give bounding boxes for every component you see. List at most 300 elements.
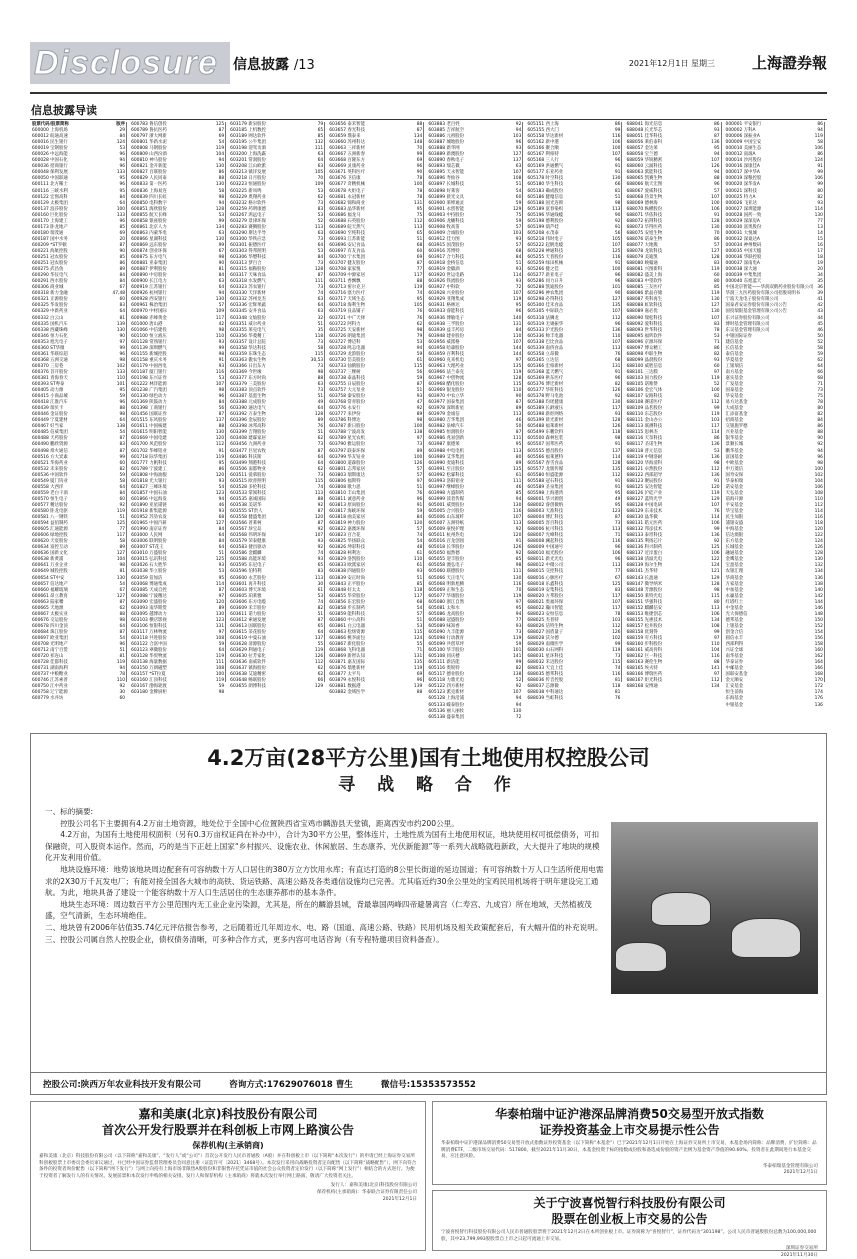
entry-page: 115 bbox=[513, 382, 522, 388]
entry-name: 600485 信威集团 bbox=[32, 430, 68, 436]
ad-body bbox=[45, 806, 605, 945]
entry-name: 光大保德信 bbox=[725, 611, 748, 617]
entry-name: 600376 首开股份 bbox=[32, 369, 68, 375]
entry-name: 605077 华康股份 bbox=[428, 593, 465, 599]
entry-name: 603668 百隆东方 bbox=[329, 158, 365, 164]
entry-name: 603978 深圳新星 bbox=[428, 406, 465, 412]
entry-name: 603629 利通电子 bbox=[230, 648, 266, 654]
entry-name: 603789 星光农机 bbox=[329, 436, 365, 442]
entry-page: 98 bbox=[713, 460, 720, 466]
entry-page: 94 bbox=[119, 666, 126, 672]
entry-page: 114 bbox=[215, 581, 225, 587]
entry-name: 601818 光大银行 bbox=[131, 478, 167, 484]
entry-name: 688121 卓然股份 bbox=[626, 466, 663, 472]
entry-page: 97 bbox=[515, 599, 522, 605]
entry-name: 688108 赛诺医疗 bbox=[626, 400, 663, 406]
entry-name: 605007 五洲特纸 bbox=[428, 521, 465, 527]
entry-name: 600318 新力金融 bbox=[32, 291, 68, 297]
entry-name: 中国北京智能——华润双鹤药业股份有限公司 bbox=[725, 285, 814, 291]
entry-name: 600728 佳都科技 bbox=[32, 660, 68, 666]
entry-page: 95 bbox=[614, 490, 621, 496]
entry-page: 57 bbox=[218, 303, 225, 309]
entry-name: 603987 康德莱 bbox=[428, 442, 460, 448]
entry-page: 124 bbox=[116, 140, 126, 146]
entry-page: 131 bbox=[413, 200, 423, 206]
entry-page: 148 bbox=[413, 140, 423, 146]
entry-name: 601128 常熟银行 bbox=[131, 339, 167, 345]
entry-page: 144 bbox=[513, 351, 522, 357]
entry-page: 96 bbox=[218, 394, 225, 400]
entry-name: 603800 道森股份 bbox=[329, 460, 365, 466]
entry-page: 130 bbox=[215, 182, 225, 188]
entry-page: 91 bbox=[416, 502, 423, 508]
entry-page: 98 bbox=[416, 418, 423, 424]
entry-page: 84 bbox=[119, 279, 126, 285]
entry-name: 鹏华基金 bbox=[725, 448, 744, 454]
entry-page: 73 bbox=[317, 339, 324, 345]
ad-paragraph: 地块生态环境：周边数百平方公里范围内无工业企业污染源，尤其是，所在的麟游县城，背最靠国两峰四帝避暑离宫（仁寿宫、九成宫）所在地域，天然植被茂盛，空气清新，生态环境绝佳。 bbox=[45, 899, 592, 921]
entry-page: 74 bbox=[416, 291, 423, 297]
entry-page: 118 bbox=[814, 521, 823, 527]
entry-page: 59 bbox=[515, 200, 522, 206]
entry-name: 603357 设计总院 bbox=[230, 339, 266, 345]
entry-name: 688015 交控科技 bbox=[527, 569, 564, 575]
entry-name: 603960 克来机电 bbox=[428, 357, 465, 363]
entry-name: 国联安基金 bbox=[725, 672, 748, 678]
entry-page: 119 bbox=[413, 285, 423, 291]
entry-name: 603223 恒通股份 bbox=[230, 182, 266, 188]
entry-page: 59 bbox=[416, 375, 423, 381]
entry-page: 140 bbox=[814, 587, 823, 593]
entry-name: 603579 荣泰健康 bbox=[230, 539, 266, 545]
entry-page: 141 bbox=[513, 654, 522, 660]
entry-name: 688088 虹软科技 bbox=[626, 303, 663, 309]
entry-name: 600887 伊利股份 bbox=[131, 267, 167, 273]
entry-name: 603901 永创智能 bbox=[428, 206, 465, 212]
entry-page: 111 bbox=[513, 436, 522, 442]
entry-name: 603768 常青股份 bbox=[329, 400, 365, 406]
entry-page: 100 bbox=[814, 466, 823, 472]
entry-name: 688151 华强科技 bbox=[626, 599, 663, 605]
entry-page: 98 bbox=[218, 690, 225, 696]
entry-page: 52 bbox=[817, 339, 823, 345]
entry-page: 78 bbox=[416, 176, 423, 182]
entry-name: 600361 华联综超 bbox=[32, 351, 68, 357]
entry-page: 57 bbox=[713, 242, 720, 248]
entry-name: 688126 沪硅产业 bbox=[626, 490, 663, 496]
entry-name: 688068 热景生物 bbox=[626, 194, 663, 200]
entry-name: 688132 邦彦技术 bbox=[626, 527, 663, 533]
entry-name: 603839 安正时尚 bbox=[329, 575, 365, 581]
entry-page: 71 bbox=[713, 339, 720, 345]
entry-page: 59 bbox=[416, 351, 423, 357]
entry-page: 92 bbox=[713, 539, 720, 545]
entry-page: 124 bbox=[711, 563, 720, 569]
entry-page: 120 bbox=[314, 515, 324, 521]
entry-page: 13 bbox=[817, 224, 823, 230]
entry-name: 601718 际华集团 bbox=[131, 454, 167, 460]
entry-name: 银华基金 bbox=[725, 436, 744, 442]
entry-name: 600863 内蒙华电 bbox=[131, 230, 167, 236]
entry-page: 105 bbox=[413, 303, 423, 309]
entry-name: 605398 新炬网络 bbox=[527, 412, 564, 418]
column-divider bbox=[721, 122, 722, 682]
entry-name: 603803 瑞斯康达 bbox=[329, 472, 365, 478]
entry-name: 宝盈基金 bbox=[725, 563, 744, 569]
entry-name: 603195 公牛集团 bbox=[230, 140, 266, 146]
entry-name: 603010 万盛股份 bbox=[131, 551, 167, 557]
entry-name: 600129 太极集团 bbox=[32, 200, 68, 206]
entry-page: 138 bbox=[413, 430, 423, 436]
entry-name: 603833 欧派家居 bbox=[329, 563, 365, 569]
entry-page: 99 bbox=[218, 345, 225, 351]
entry-name: 603117 万林物流 bbox=[131, 629, 167, 635]
entry-page: 76 bbox=[416, 309, 423, 315]
entry-page: 97 bbox=[218, 593, 225, 599]
entry-page: 91 bbox=[515, 539, 522, 545]
entry-name: 603317 天味食品 bbox=[230, 273, 266, 279]
entry-name: 605222 起帆电缆 bbox=[527, 242, 564, 248]
entry-name: 688139 海尔生物 bbox=[626, 563, 663, 569]
entry-page: 118 bbox=[612, 430, 621, 436]
entry-page: 97 bbox=[713, 672, 720, 678]
entry-page: 106 bbox=[711, 611, 720, 617]
entry-name: 603843 正平股份 bbox=[329, 581, 365, 587]
entry-page: 91 bbox=[614, 478, 621, 484]
entry-page: 64 bbox=[218, 545, 225, 551]
entry-name: 600708 光明地产 bbox=[32, 642, 68, 648]
entry-page: 117 bbox=[612, 605, 621, 611]
entry-page: 63 bbox=[317, 309, 324, 315]
entry-name: 688010 福光股份 bbox=[527, 551, 564, 557]
entry-page: 99 bbox=[614, 128, 621, 134]
entry-page: 96 bbox=[614, 158, 621, 164]
entry-page: 67 bbox=[119, 587, 126, 593]
entry-page: 91 bbox=[614, 442, 621, 448]
entry-page: 58 bbox=[119, 539, 126, 545]
entry-page: 56 bbox=[614, 230, 621, 236]
entry-page: 95 bbox=[119, 388, 126, 394]
entry-name: 603986 兆易创新 bbox=[428, 436, 465, 442]
entry-name: 605068 明新旭腾 bbox=[428, 581, 465, 587]
entry-name: 605376 博迁新材 bbox=[527, 382, 564, 388]
entry-name: 600170 上海建工 bbox=[32, 218, 68, 224]
entry-page: 113 bbox=[513, 448, 522, 454]
entry-name: 688077 大地熊 bbox=[626, 242, 658, 248]
entry-page: 73 bbox=[317, 261, 324, 267]
entry-name: 600353 旭光电子 bbox=[32, 339, 68, 345]
entry-name: 605338 巴比食品 bbox=[527, 339, 564, 345]
entry-name: 603903 中持股份 bbox=[428, 212, 465, 218]
index-column bbox=[329, 122, 424, 696]
entry-name: 605218 伟时电子 bbox=[527, 236, 564, 242]
entry-name: 603799 华友钴业 bbox=[329, 454, 365, 460]
entry-name: 600890 中房股份 bbox=[131, 273, 167, 279]
entry-page: 93 bbox=[416, 569, 423, 575]
index-column bbox=[626, 122, 721, 690]
entry-name: 603218 日月股份 bbox=[230, 176, 266, 182]
entry-page: 64 bbox=[119, 418, 126, 424]
entry-name: 603920 世运电路 bbox=[428, 273, 465, 279]
entry-page: 90 bbox=[119, 248, 126, 254]
entry-name: 600180 瑞茂通 bbox=[32, 230, 64, 236]
entry-page: 96 bbox=[416, 496, 423, 502]
entry-name: 605319 无锡振华 bbox=[527, 321, 564, 327]
entry-page: 71 bbox=[817, 382, 823, 388]
entry-name: 603931 格林达 bbox=[428, 303, 460, 309]
entry-page: 96 bbox=[614, 321, 621, 327]
entry-page: 99 bbox=[119, 345, 126, 351]
entry-name: 600861 北京人力 bbox=[131, 224, 167, 230]
entry-name: 600851 海欣股份 bbox=[131, 206, 167, 212]
entry-page: 51 bbox=[317, 430, 324, 436]
entry-page: 130 bbox=[215, 236, 225, 242]
entry-page: 164 bbox=[814, 660, 823, 666]
entry-page: 125 bbox=[612, 248, 621, 254]
entry-page: 30 bbox=[119, 690, 126, 696]
entry-page: 96 bbox=[119, 152, 126, 158]
entry-name: 民生加银 bbox=[725, 515, 744, 521]
entry-name: 603511 爱慕股份 bbox=[230, 472, 266, 478]
entry-name: 兴证全球 bbox=[725, 648, 744, 654]
entry-page: 30,53 bbox=[310, 357, 324, 363]
entry-page: 60 bbox=[416, 248, 423, 254]
entry-name: 605136 丽人丽妆 bbox=[428, 708, 465, 714]
entry-name: 000006 深振业A bbox=[725, 134, 760, 140]
entry-page: 69 bbox=[416, 255, 423, 261]
entry-page: 137 bbox=[513, 158, 522, 164]
entry-page: 119 bbox=[711, 267, 720, 273]
entry-name: 688148 芳源股份 bbox=[626, 587, 663, 593]
entry-page: 94 bbox=[515, 702, 522, 708]
index-column bbox=[32, 122, 127, 702]
entry-page: 68 bbox=[515, 248, 522, 254]
entry-name: 603377 东方时尚 bbox=[230, 375, 266, 381]
entry-page: 125 bbox=[711, 545, 720, 551]
entry-name: 600516 方大炭素 bbox=[32, 454, 68, 460]
entry-name: 601179 中国西电 bbox=[131, 363, 167, 369]
entry-page: 96 bbox=[614, 273, 621, 279]
entry-page: 110 bbox=[612, 333, 621, 339]
entry-page: 119 bbox=[215, 146, 225, 152]
entry-page: 124 bbox=[814, 158, 823, 164]
entry-name: 600581 八一钢铁 bbox=[32, 515, 68, 521]
entry-name: 000028 国药一致 bbox=[725, 212, 762, 218]
entry-name: 603660 苏州科达 bbox=[329, 140, 365, 146]
entry-page: 57 bbox=[713, 188, 720, 194]
entry-name: 603663 三祥新材 bbox=[329, 146, 365, 152]
entry-page: 73 bbox=[317, 442, 324, 448]
entry-name: 600012 皖通高速 bbox=[32, 134, 68, 140]
entry-name: 圆信永丰 bbox=[725, 635, 744, 641]
entry-page: 138 bbox=[116, 424, 126, 430]
entry-name: 603776 永安行 bbox=[329, 406, 361, 412]
entry-page: 107 bbox=[314, 533, 324, 539]
entry-name: 688110 东芯股份 bbox=[626, 412, 663, 418]
entry-name: 605296 神农集团 bbox=[527, 291, 564, 297]
entry-name: 000030 富奥股份 bbox=[725, 224, 762, 230]
entry-page: 112 bbox=[612, 623, 621, 629]
entry-page: 107 bbox=[711, 502, 720, 508]
entry-page: 83 bbox=[317, 206, 324, 212]
entry-name: 601702 华峰铝业 bbox=[131, 448, 167, 454]
entry-name: 603869 新智认知 bbox=[329, 654, 365, 660]
entry-name: 603786 科博达 bbox=[329, 418, 361, 424]
entry-name: 603093 南华期货 bbox=[131, 605, 167, 611]
entry-name: 688067 爱威科技 bbox=[626, 188, 663, 194]
entry-name: 603728 鸣志电器 bbox=[329, 345, 365, 351]
entry-page: 89 bbox=[119, 267, 126, 273]
entry-page: 127 bbox=[116, 593, 126, 599]
entry-name: 600833 第一医药 bbox=[131, 182, 167, 188]
entry-name: 600381 青海春天 bbox=[32, 375, 68, 381]
entry-name: 国泰基金 bbox=[725, 388, 744, 394]
entry-page: 107 bbox=[513, 690, 522, 696]
entry-page: 111 bbox=[215, 660, 225, 666]
entry-name: 东方基金 bbox=[725, 539, 744, 545]
entry-name: 603813 原尚股份 bbox=[329, 502, 365, 508]
entry-page: 35 bbox=[817, 279, 823, 285]
entry-name: 688147 微导纳米 bbox=[626, 581, 663, 587]
entry-name: 605255 天普股份 bbox=[527, 255, 564, 261]
entry-page: 131 bbox=[215, 623, 225, 629]
entry-name: 600209 *ST罗顿 bbox=[32, 242, 67, 248]
entry-name: 601700 风范股份 bbox=[131, 442, 167, 448]
entry-name: 603729 龙韵股份 bbox=[329, 351, 365, 357]
entry-page: 97 bbox=[713, 369, 720, 375]
entry-name: 600712 南宁百货 bbox=[32, 648, 68, 654]
entry-name: 603303 得邦照明 bbox=[230, 248, 266, 254]
entry-name: 600028 中国石化 bbox=[32, 158, 68, 164]
entry-name: 华润三九医药股份有限公司招股说明书 bbox=[725, 291, 801, 297]
entry-page: 120 bbox=[215, 599, 225, 605]
entry-page: 64 bbox=[218, 285, 225, 291]
entry-name: 600660 福耀玻璃 bbox=[32, 587, 68, 593]
entry-name: 600251 冠农股份 bbox=[32, 261, 68, 267]
entry-name: 603398 沐邦高科 bbox=[230, 424, 266, 430]
entry-page: 72 bbox=[515, 285, 522, 291]
notice-signature: 深圳证券交易所 2021年11月30日 bbox=[780, 1246, 818, 1258]
entry-name: 华泰证券 bbox=[725, 660, 744, 666]
entry-name: 688130 晶华微 bbox=[626, 515, 658, 521]
entry-name: 688120 华海清科 bbox=[626, 460, 663, 466]
entry-name: 688096 京源环保 bbox=[626, 339, 663, 345]
entry-name: 601777 力帆科技 bbox=[131, 460, 167, 466]
entry-page: 107 bbox=[612, 152, 621, 158]
entry-name: 605399 晨光新材 bbox=[527, 418, 564, 424]
entry-name: 600418 江淮汽车 bbox=[32, 400, 68, 406]
entry-page: 101 bbox=[612, 285, 621, 291]
entry-name: 603707 健友股份 bbox=[329, 261, 365, 267]
entry-name: 601100 恒立液压 bbox=[131, 333, 167, 339]
entry-name: 603730 岱美股份 bbox=[329, 357, 365, 363]
entry-name: 000035 中国天楹 bbox=[725, 248, 762, 254]
entry-page: 96 bbox=[817, 454, 823, 460]
entry-page: 119 bbox=[215, 678, 225, 684]
entry-page: 107 bbox=[612, 309, 621, 315]
entry-name: 603822 嘉澳环保 bbox=[329, 527, 365, 533]
entry-name: 688033 天宜上佳 bbox=[527, 666, 564, 672]
resort-photo bbox=[611, 822, 818, 994]
entry-page: 62 bbox=[317, 194, 324, 200]
entry-page: 59 bbox=[515, 642, 522, 648]
entry-page: 32 bbox=[317, 315, 324, 321]
entry-page: 113 bbox=[314, 490, 324, 496]
entry-name: 中加基金 bbox=[725, 587, 744, 593]
entry-name: 688105 诺唯赞 bbox=[626, 382, 658, 388]
entry-name: 603725 天安新材 bbox=[329, 327, 365, 333]
entry-name: 601866 中远海发 bbox=[131, 496, 167, 502]
entry-name: 603686 福龙马 bbox=[329, 212, 361, 218]
entry-page: 87 bbox=[317, 273, 324, 279]
entry-page: 84 bbox=[218, 539, 225, 545]
entry-page: 95 bbox=[713, 146, 720, 152]
entry-page: 118 bbox=[612, 684, 621, 690]
entry-name: 688150 莱特光电 bbox=[626, 593, 663, 599]
entry-name: 东海基金 bbox=[725, 696, 744, 702]
index-column bbox=[428, 122, 523, 720]
section-name: 信息披露 bbox=[233, 57, 289, 73]
entry-page: 51 bbox=[119, 515, 126, 521]
entry-name: 601515 东风股份 bbox=[131, 418, 167, 424]
entry-name: 恒生前海 bbox=[725, 690, 744, 696]
entry-name: 603887 城地股份 bbox=[428, 140, 465, 146]
entry-page: 93 bbox=[515, 267, 522, 273]
entry-page: 117 bbox=[711, 424, 720, 430]
entry-name: 601857 中国石油 bbox=[131, 490, 167, 496]
entry-name: 605555 德昌股份 bbox=[527, 448, 564, 454]
entry-name: 688129 东来技术 bbox=[626, 509, 663, 514]
entry-name: 603866 桃李面包 bbox=[329, 635, 365, 641]
entry-page: 91 bbox=[713, 478, 720, 484]
entry-name: 603919 金徽酒 bbox=[428, 267, 460, 273]
entry-page: 64 bbox=[317, 242, 324, 248]
entry-name: 603383 顶点软件 bbox=[230, 388, 266, 394]
entry-page: 88 bbox=[416, 690, 423, 696]
entry-name: 600116 三峡水利 bbox=[32, 188, 68, 194]
entry-name: 平安基金 bbox=[725, 502, 744, 508]
entry-page: 82 bbox=[713, 394, 720, 400]
entry-name: 688028 沃尔德 bbox=[527, 635, 559, 641]
entry-page: 51 bbox=[416, 575, 423, 581]
entry-page: 82 bbox=[119, 466, 126, 472]
entry-name: 603709 中源家居 bbox=[329, 273, 365, 279]
entry-page: 109 bbox=[215, 309, 225, 315]
entry-page: 95 bbox=[515, 605, 522, 611]
entry-name: 国寿安保 bbox=[725, 472, 744, 478]
entry-page: 54 bbox=[218, 140, 225, 146]
entry-name: 603855 华荣股份 bbox=[329, 593, 365, 599]
entry-page: 93 bbox=[713, 357, 720, 363]
entry-name: 688039 当虹科技 bbox=[527, 696, 564, 702]
entry-page: 69 bbox=[119, 230, 126, 236]
entry-name: 688002 睿创微纳 bbox=[527, 502, 564, 508]
entry-page: 99 bbox=[713, 527, 720, 533]
entry-name: 603283 赛腾股份 bbox=[230, 224, 266, 230]
entry-page: 136 bbox=[711, 442, 720, 448]
entry-name: 688090 瑞松科技 bbox=[626, 315, 663, 321]
entry-page: 55 bbox=[317, 642, 324, 648]
entry-name: 603868 飞科电器 bbox=[329, 648, 365, 654]
entry-page: 103 bbox=[513, 230, 522, 236]
entry-page: 89 bbox=[119, 545, 126, 551]
entry-name: 605050 福然德 bbox=[428, 551, 460, 557]
entry-name: 688127 蓝特光学 bbox=[626, 496, 663, 502]
entry-page: 71 bbox=[614, 533, 621, 539]
entry-page: 123 bbox=[215, 490, 225, 496]
entry-name: 605011 杭州热电 bbox=[428, 533, 465, 539]
entry-page: 89 bbox=[515, 406, 522, 412]
